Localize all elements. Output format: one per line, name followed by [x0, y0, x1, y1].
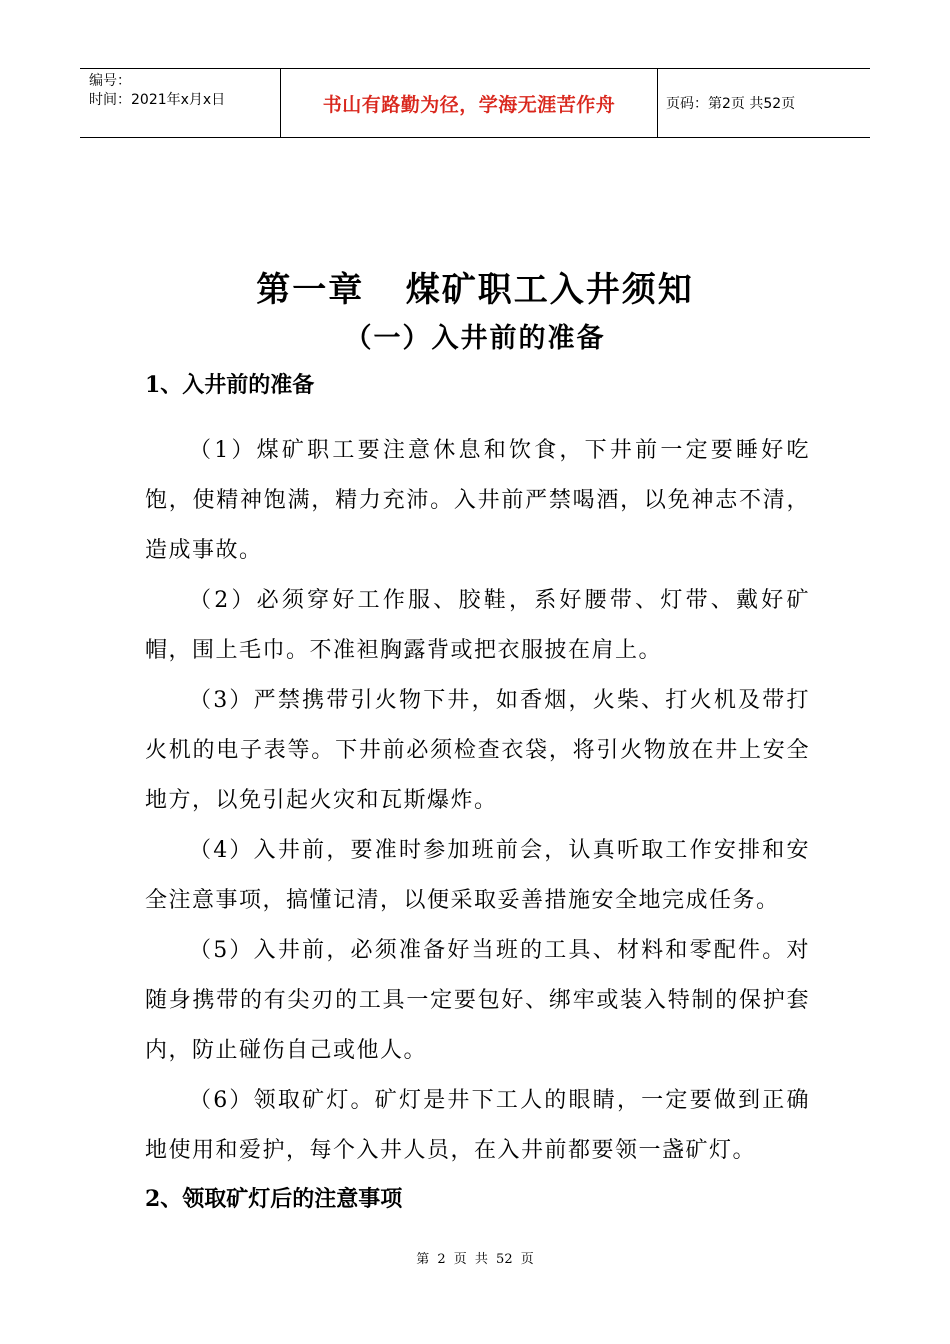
header-motto: 书山有路勤为径，学海无涯苦作舟 [281, 69, 658, 137]
page-header [80, 68, 870, 138]
section-title: （一）入井前的准备 [344, 323, 606, 354]
sub-heading-2: 2、领取矿灯后的注意事项 [145, 1186, 403, 1212]
paragraph-6: （6）领取矿灯。矿灯是井下工人的眼睛，一定要做到正确地使用和爱护，每个入井人员，在入井前都要领一盏矿灯。 [145, 1088, 810, 1163]
document-body [145, 366, 810, 1218]
paragraph-1: （1）煤矿职工要注意休息和饮食，下井前一定要睡好吃饱，使精神饱满，精力充沛。入井前严禁喝酒，以免神志不清，造成事故。 [145, 438, 810, 563]
header-meta [80, 69, 281, 137]
paragraph-4: （4）入井前，要准时参加班前会，认真听取工作安排和安全注意事项，搞懂记清，以便采取妥善措施安全地完成任务。 [145, 838, 810, 913]
paragraph-5: （5）入井前，必须准备好当班的工具、材料和零配件。对随身携带的有尖刃的工具一定要包好、绑牢或装入特制的保护套内，防止碰伤自己或他人。 [145, 938, 810, 1063]
header-page-info: 页码：第2页 共52页 [666, 96, 796, 112]
paragraph-3: （3）严禁携带引火物下井，如香烟，火柴、打火机及带打火机的电子表等。下井前必须检查衣袋，将引火物放在井上安全地方，以免引起火灾和瓦斯爆炸。 [145, 688, 810, 813]
sub-heading-1: 1、入井前的准备 [145, 372, 315, 398]
number-label: 编号： [89, 73, 131, 89]
chapter-title: 第一章 煤矿职工入井须知 [256, 270, 694, 310]
paragraph-2: （2）必须穿好工作服、胶鞋，系好腰带、灯带、戴好矿帽，围上毛巾。不准袒胸露背或把衣服披在肩上。 [145, 588, 810, 663]
time-label: 时间：2021年x月x日 [89, 92, 226, 108]
page-footer: 第 2 页 共 52 页 [416, 1252, 534, 1267]
